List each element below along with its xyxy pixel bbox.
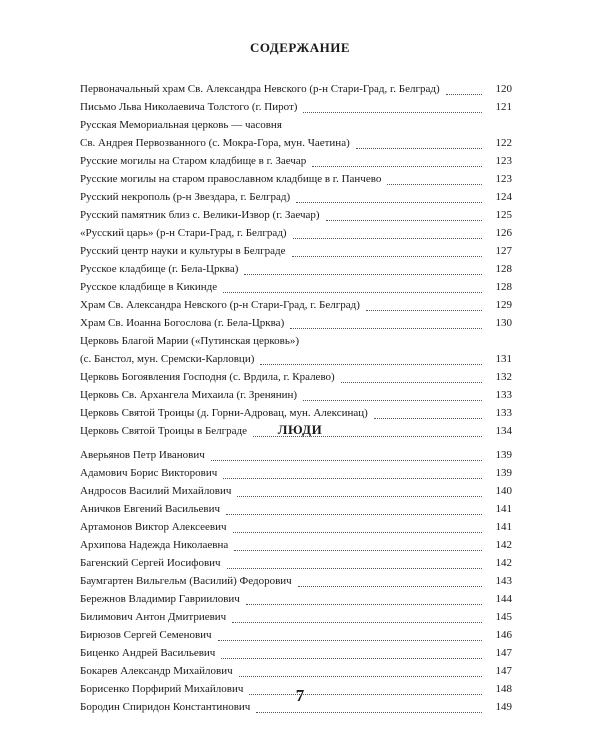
toc-entry (80, 500, 512, 518)
entry-title: Церковь Святой Троицы (д. Горни-Адровац, мун. Алексинац) (80, 407, 368, 419)
entry-page: 121 (495, 101, 512, 113)
entry-page: 147 (495, 647, 512, 659)
entry-page: 122 (495, 137, 512, 149)
entry-page: 130 (495, 317, 512, 329)
entry-page: 140 (495, 485, 512, 497)
toc-entry (80, 536, 512, 554)
entry-page: 128 (495, 281, 512, 293)
entry-title: Русские могилы на старом православном кладбище в г. Панчево (80, 173, 382, 185)
dot-leader (356, 147, 482, 149)
dot-leader (446, 93, 482, 95)
entry-title: Первоначальный храм Св. Александра Невского (р-н Стари-Град, г. Белград) (80, 83, 440, 95)
entry-title: Русский памятник близ с. Велики-Извор (г. Заечар) (80, 209, 320, 221)
dot-leader (366, 309, 482, 311)
dot-leader (244, 273, 482, 275)
entry-title: Архипова Надежда Николаевна (80, 539, 229, 551)
toc-entry (80, 80, 512, 98)
entry-title: Бокарев Александр Михайлович (80, 665, 233, 677)
dot-leader (246, 603, 482, 605)
toc-entry (80, 644, 512, 662)
dot-leader (223, 477, 482, 479)
entry-title: Аверьянов Петр Иванович (80, 449, 205, 461)
contents-heading: СОДЕРЖАНИЕ (249, 40, 351, 55)
entry-page: 142 (495, 539, 512, 551)
dot-leader (305, 346, 482, 347)
entry-page: 141 (495, 503, 512, 515)
entry-page: 131 (495, 353, 512, 365)
entry-title: Русское кладбище в Кикинде (80, 281, 218, 293)
toc-entry (80, 482, 512, 500)
entry-title: Храм Св. Иоанна Богослова (г. Бела-Црква) (80, 317, 285, 329)
entry-title: (с. Банстол, мун. Сремски-Карловци) (80, 353, 255, 365)
entry-page: 144 (495, 593, 512, 605)
dot-leader (326, 219, 482, 221)
toc-entry (80, 572, 512, 590)
toc-entry (80, 332, 512, 350)
toc-entry (80, 350, 512, 368)
entry-title: Бирюзов Сергей Семенович (80, 629, 212, 641)
entry-title: Храм Св. Александра Невского (р-н Стари-Град, г. Белград) (80, 299, 360, 311)
entry-title: Бережнов Владимир Гавриилович (80, 593, 240, 605)
entry-page: 143 (495, 575, 512, 587)
entry-page: 126 (495, 227, 512, 239)
entry-page: 125 (495, 209, 512, 221)
entry-page: 139 (495, 467, 512, 479)
entry-page: 123 (495, 173, 512, 185)
dot-leader (237, 495, 482, 497)
toc-entry (80, 296, 512, 314)
dot-leader (233, 531, 482, 533)
entry-title: Церковь Богоявления Господня (с. Врдила, г. Кралево) (80, 371, 335, 383)
toc-entry (80, 314, 512, 332)
dot-leader (221, 657, 482, 659)
toc-entry (80, 116, 512, 134)
dot-leader (256, 711, 482, 713)
toc-entry (80, 368, 512, 386)
toc-entry (80, 152, 512, 170)
entry-page: 134 (495, 425, 512, 437)
dot-leader (234, 549, 482, 551)
entry-title: Русский центр науки и культуры в Белграде (80, 245, 286, 257)
entry-title: Церковь Св. Архангела Михаила (г. Зренянин) (80, 389, 298, 401)
dot-leader (293, 237, 482, 239)
dot-leader (288, 130, 482, 131)
dot-leader (211, 459, 482, 461)
dot-leader (374, 417, 482, 419)
people-heading: ЛЮДИ (277, 422, 323, 437)
entry-page: 123 (495, 155, 512, 167)
dot-leader (303, 111, 482, 113)
entry-page: 124 (495, 191, 512, 203)
dot-leader (387, 183, 482, 185)
entry-title: Русский некрополь (р-н Звездара, г. Белград) (80, 191, 291, 203)
entry-title: Баумгартен Вильгельм (Василий) Федорович (80, 575, 292, 587)
toc-entry (80, 446, 512, 464)
entry-title: «Русский царь» (р-н Стари-Град, г. Белград) (80, 227, 287, 239)
entry-page: 127 (495, 245, 512, 257)
entry-title: Церковь Благой Марии («Путинская церковь») (80, 335, 300, 347)
entry-page: 142 (495, 557, 512, 569)
dot-leader (292, 255, 482, 257)
toc-entry (80, 554, 512, 572)
dot-leader (312, 165, 482, 167)
entry-title: Биценко Андрей Васильевич (80, 647, 216, 659)
toc-entry (80, 224, 512, 242)
entry-title: Андросов Василий Михайлович (80, 485, 232, 497)
toc-entry (80, 134, 512, 152)
people-list (80, 446, 512, 716)
entry-page: 128 (495, 263, 512, 275)
entry-page: 139 (495, 449, 512, 461)
entry-page: 141 (495, 521, 512, 533)
entry-page: 129 (495, 299, 512, 311)
toc-entry (80, 278, 512, 296)
entry-page: 133 (495, 389, 512, 401)
dot-leader (341, 381, 482, 383)
toc-entry (80, 590, 512, 608)
toc-entry (80, 518, 512, 536)
toc-entry (80, 626, 512, 644)
entry-title: Адамович Борис Викторович (80, 467, 218, 479)
dot-leader (298, 585, 482, 587)
toc-entry (80, 662, 512, 680)
toc-entry (80, 404, 512, 422)
entry-page: 146 (495, 629, 512, 641)
entry-title: Русская Мемориальная церковь — часовня (80, 119, 282, 131)
toc-entry (80, 188, 512, 206)
toc-entry (80, 260, 512, 278)
toc-entry (80, 386, 512, 404)
contents-list (80, 80, 512, 440)
toc-entry (80, 98, 512, 116)
dot-leader (227, 567, 482, 569)
entry-title: Церковь Святой Троицы в Белграде (80, 425, 248, 437)
entry-title: Борисенко Порфирий Михайлович (80, 683, 244, 695)
entry-title: Русские могилы на Старом кладбище в г. Заечар (80, 155, 307, 167)
entry-title: Св. Андрея Первозванного (с. Мокра-Гора, мун. Чаетина) (80, 137, 350, 149)
toc-entry (80, 242, 512, 260)
entry-page: 145 (495, 611, 512, 623)
entry-title: Бородин Спиридон Константинович (80, 701, 251, 713)
entry-page: 133 (495, 407, 512, 419)
entry-title: Аничков Евгений Васильевич (80, 503, 221, 515)
dot-leader (218, 639, 482, 641)
dot-leader (223, 291, 482, 293)
entry-page: 147 (495, 665, 512, 677)
dot-leader (232, 621, 482, 623)
page-number: 7 (295, 686, 305, 705)
toc-entry (80, 206, 512, 224)
entry-title: Письмо Льва Николаевича Толстого (г. Пирот) (80, 101, 298, 113)
entry-page: 132 (495, 371, 512, 383)
dot-leader (296, 201, 482, 203)
dot-leader (290, 327, 482, 329)
dot-leader (239, 675, 482, 677)
toc-entry (80, 170, 512, 188)
entry-title: Артамонов Виктор Алексеевич (80, 521, 227, 533)
toc-entry (80, 608, 512, 626)
dot-leader (226, 513, 482, 515)
entry-title: Билимович Антон Дмитриевич (80, 611, 227, 623)
entry-title: Русское кладбище (г. Бела-Црква) (80, 263, 239, 275)
entry-page: 149 (495, 701, 512, 713)
entry-title: Багенский Сергей Иосифович (80, 557, 221, 569)
entry-page: 148 (495, 683, 512, 695)
entry-page: 120 (495, 83, 512, 95)
dot-leader (303, 399, 482, 401)
dot-leader (260, 363, 482, 365)
toc-entry (80, 464, 512, 482)
